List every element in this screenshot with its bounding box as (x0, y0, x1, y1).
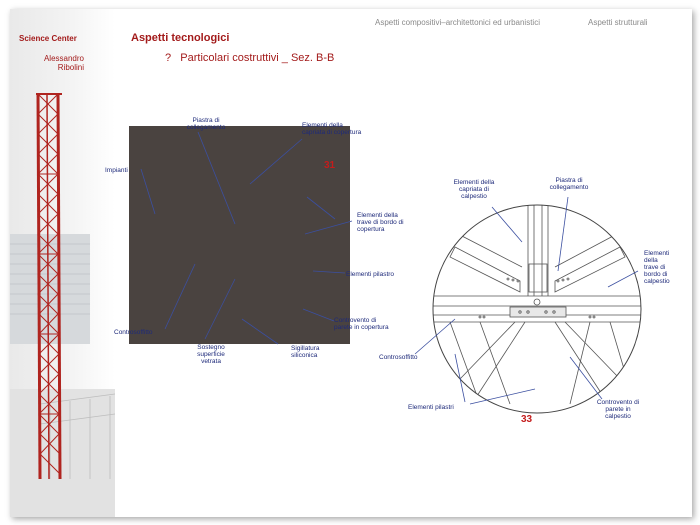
subtitle-text: Particolari costruttivi _ Sez. B-B (180, 52, 335, 64)
label-sostegno-vetrata: Sostegno superficie vetrata (197, 344, 225, 365)
label-sigillatura: Sigillatura siliconica (291, 345, 320, 359)
label-pilastro: Elementi pilastro (346, 271, 395, 278)
bullet-icon: ? (165, 52, 172, 64)
label-trave-bordo-copertura: Elementi della trave di bordo di copertura (357, 212, 404, 233)
figure-31-number: 31 (324, 160, 336, 171)
slide-frame (10, 9, 692, 517)
author-last-name: Ribolini (57, 63, 84, 72)
label-controsoffitto-33: Controsoffitto (379, 354, 418, 361)
author-first-name: Alessandro (43, 54, 84, 63)
label-controsoffitto-31: Controsoffitto (114, 329, 153, 336)
nav-link-strutturali[interactable]: Aspetti strutturali (588, 18, 648, 27)
section-title: Aspetti tecnologici (131, 32, 230, 44)
figure-33-section-drawing (10, 9, 692, 517)
sidebar-title: Science Center (19, 34, 77, 43)
label-capriata-copertura: Elementi della capriata di copertura (302, 122, 362, 136)
label-controvento-copertura: Controvento di parete in copertura (334, 317, 389, 331)
label-pilastri: Elementi pilastri (408, 404, 454, 411)
label-piastra-31: Piastra di collegamento (186, 117, 226, 131)
label-trave-bordo-calpestio: Elementi della trave di bordo di calpestio (644, 250, 670, 285)
nav-link-compositivi[interactable]: Aspetti compositivi–architettonici ed urbanistici (375, 18, 540, 27)
label-impianti: Impianti (105, 167, 128, 174)
figure-33-number: 33 (521, 414, 533, 425)
label-controvento-calpestio: Controvento di parete in calpestio (596, 399, 640, 420)
label-capriata-calpestio: Elementi della capriata di calpestio (453, 179, 495, 200)
label-piastra-33: Piastra di collegamento (549, 177, 589, 191)
